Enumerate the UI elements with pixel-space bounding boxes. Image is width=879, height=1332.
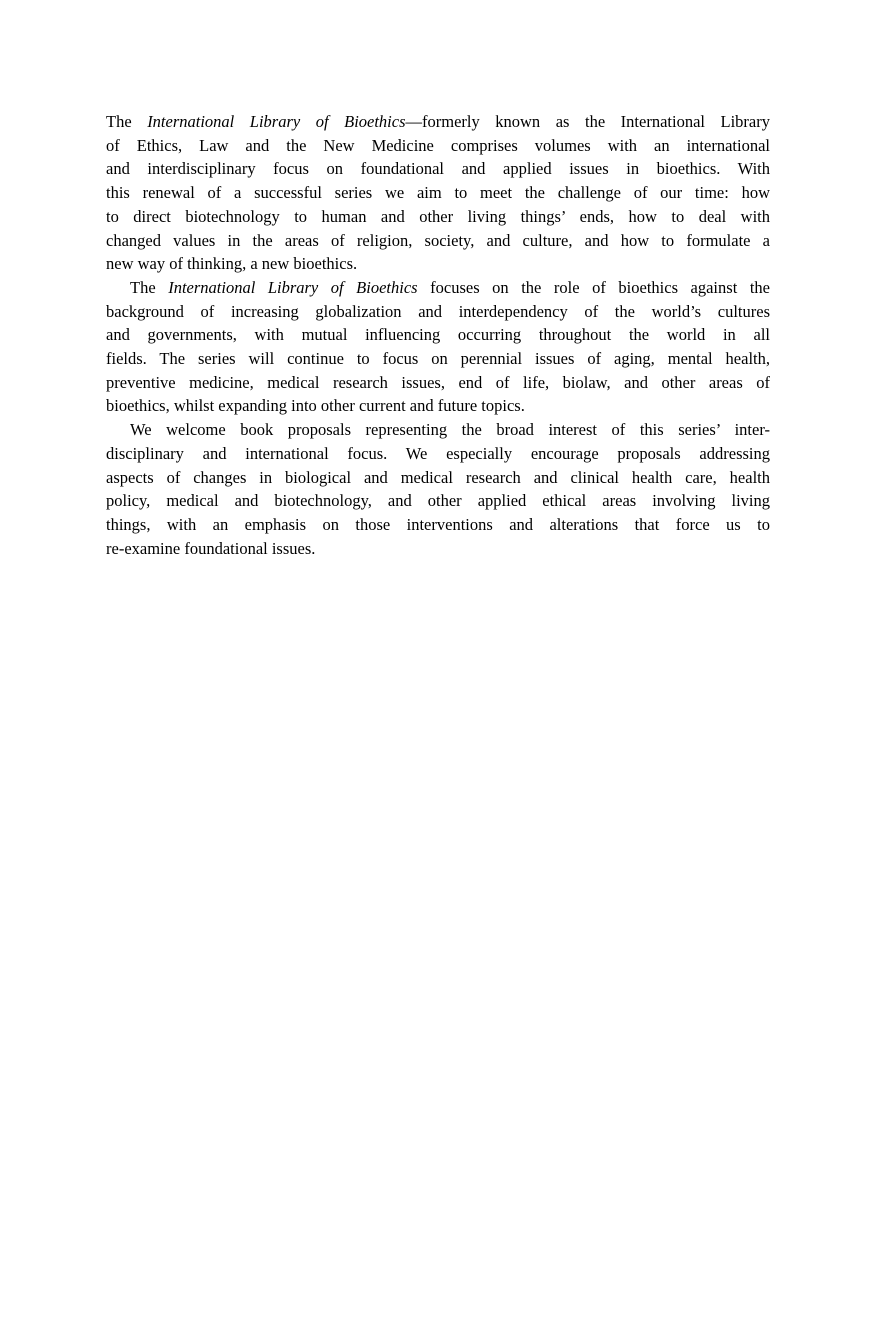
paragraph xyxy=(106,418,770,560)
text-line: to direct biotechnology to human and other living things’ ends, how to deal with xyxy=(106,206,770,226)
text-line: re-examine foundational issues. xyxy=(106,538,316,558)
paragraph xyxy=(106,276,770,418)
book-series-description xyxy=(106,110,770,560)
text-line: things, with an emphasis on those interventions and alterations that force us to xyxy=(106,514,770,534)
text-line: of Ethics, Law and the New Medicine comprises volumes with an international xyxy=(106,135,770,155)
text-line: disciplinary and international focus. We especially encourage proposals addressing xyxy=(106,443,770,463)
text-line: The International Library of Bioethics focuses on the role of bioethics against the xyxy=(130,277,770,297)
text-line: The International Library of Bioethics—formerly known as the International Library xyxy=(106,112,770,131)
text-line: changed values in the areas of religion, society, and culture, and how to formulate a xyxy=(106,230,770,250)
text-line: new way of thinking, a new bioethics. xyxy=(106,254,358,274)
text-line: aspects of changes in biological and medical research and clinical health care, health xyxy=(106,467,770,487)
series-title-italic: International Library of Bioethics xyxy=(147,112,406,131)
series-title-italic: International Library of Bioethics xyxy=(168,277,418,297)
text-line: preventive medicine, medical research issues, end of life, biolaw, and other areas of xyxy=(106,372,770,392)
paragraph xyxy=(106,110,770,276)
text-line: bioethics, whilst expanding into other current and future topics. xyxy=(106,396,525,416)
text-line: and interdisciplinary focus on foundational and applied issues in bioethics. With xyxy=(106,159,770,179)
text-line: and governments, with mutual influencing occurring throughout the world in all xyxy=(106,325,770,345)
text-line: this renewal of a successful series we aim to meet the challenge of our time: how xyxy=(106,183,770,203)
text-line: policy, medical and biotechnology, and other applied ethical areas involving living xyxy=(106,491,770,511)
text-line: We welcome book proposals representing the broad interest of this series’ inter- xyxy=(130,420,770,440)
text-line: fields. The series will continue to focus on perennial issues of aging, mental health, xyxy=(106,349,770,369)
text-line: background of increasing globalization and interdependency of the world’s cultures xyxy=(106,301,770,321)
